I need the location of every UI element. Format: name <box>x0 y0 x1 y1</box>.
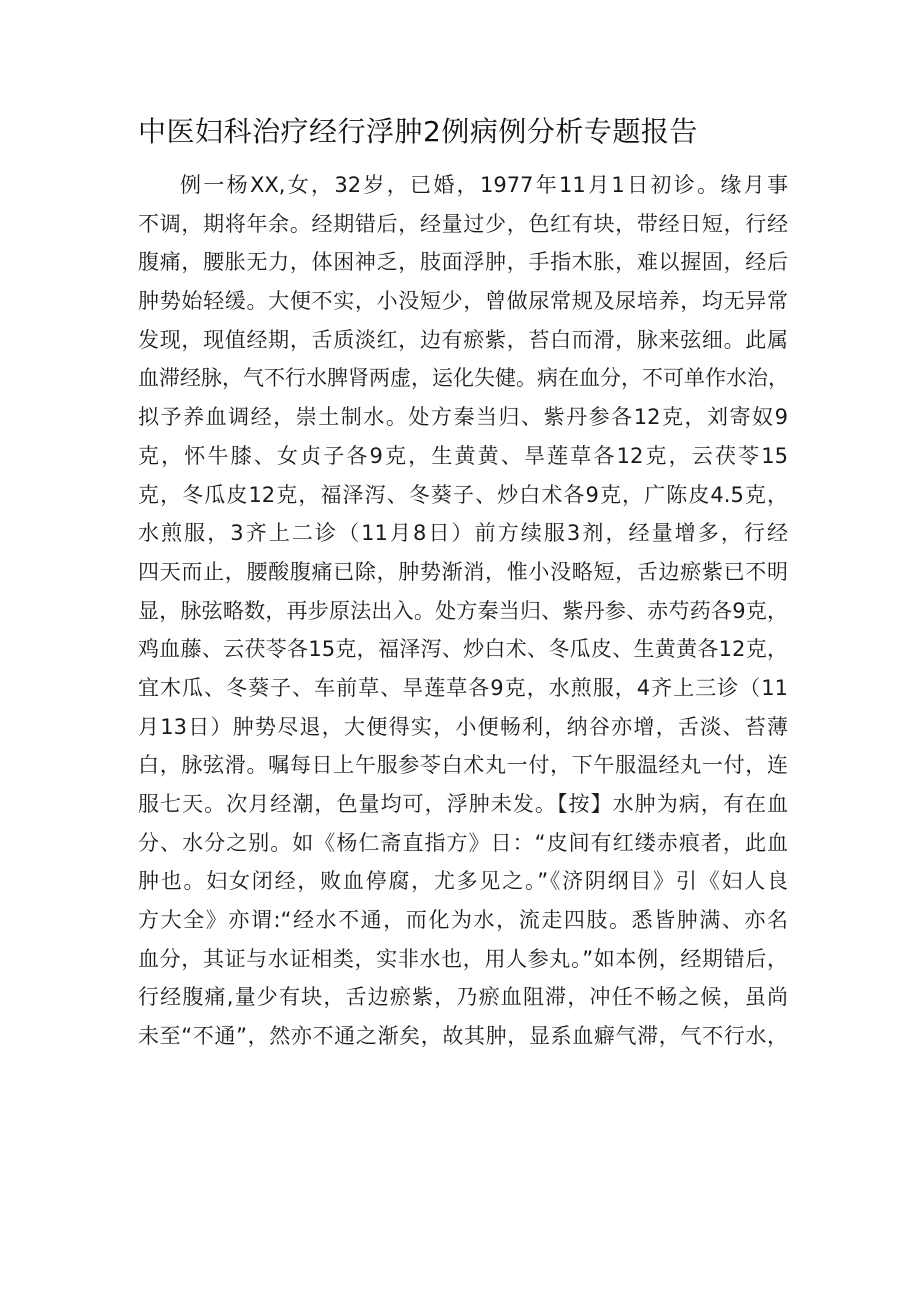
body-line: 鸡血藤、云茯苓各15克，福泽泻、炒白术、冬瓜皮、生黄黄各12克， <box>138 637 788 662</box>
body-line: 不调，期将年余。经期错后，经量过少，色红有块，带经日短，行经 <box>138 211 788 236</box>
body-line: 宜木瓜、冬葵子、车前草、旱莲草各9克，水煎服，4齐上三诊（11 <box>138 675 788 700</box>
body-line: 方大全》亦谓:“经水不通，而化为水，流走四肢。悉皆肿满、亦名 <box>138 908 788 933</box>
body-line: 分、水分之别。如《杨仁斋直指方》日：“皮间有红缕赤痕者，此血 <box>138 830 788 855</box>
body-line: 显，脉弦略数，再步原法出入。处方秦当归、紫丹参、赤芍药各9克， <box>138 598 788 623</box>
document-body <box>138 166 788 1056</box>
body-line: 行经腹痛,量少有块，舌边瘀紫，乃瘀血阻滞，冲任不畅之候，虽尚 <box>138 985 788 1010</box>
body-line: 水煎服，3齐上二诊（11月8日）前方续服3剂，经量增多，行经 <box>138 521 788 546</box>
body-line: 血分，其证与水证相类，实非水也，用人参丸。”如本例，经期错后， <box>138 946 788 971</box>
body-line: 服七天。次月经潮，色量均可，浮肿未发。【按】水肿为病，有在血 <box>138 792 788 816</box>
body-line: 四天而止，腰酸腹痛已除，肿势渐消，惟小没略短，舌边瘀紫已不明 <box>138 559 788 584</box>
body-line: 发现，现值经期，舌质淡红，边有瘀紫，苔白而滑，脉来弦细。此属 <box>138 327 788 352</box>
body-line: 肿也。妇女闭经，败血停腐，尤多见之。”《济阴纲目》引《妇人良 <box>138 869 788 894</box>
body-line: 肿势始轻缓。大便不实，小没短少，曾做尿常规及尿培养，均无异常 <box>138 289 788 314</box>
body-line: 未至“不通”，然亦不通之渐矣，故其肿，显系血癖气滞，气不行水， <box>138 1024 788 1049</box>
body-line: 月13日）肿势尽退，大便得实，小便畅利，纳谷亦增，舌淡、苔薄 <box>138 714 788 739</box>
body-line: 例一杨XX,女，32岁，已婚，1977年11月1日初诊。缘月事 <box>180 173 788 197</box>
body-line: 血滞经脉，气不行水脾肾两虚，运化失健。病在血分，不可单作水治， <box>138 366 789 391</box>
document-title: 中医妇科治疗经行浮肿2例病例分析专题报告 <box>138 115 698 148</box>
body-line: 腹痛，腰胀无力，体困神乏，肢面浮肿，手指木胀，难以握固，经后 <box>138 250 788 275</box>
body-line: 白，脉弦滑。嘱每日上午服参苓白术丸一付，下午服温经丸一付，连 <box>138 753 788 778</box>
body-line: 克，冬瓜皮12克，福泽泻、冬葵子、炒白术各9克，广陈皮4.5克， <box>138 482 788 507</box>
body-line: 克，怀牛膝、女贞子各9克，生黄黄、旱莲草各12克，云茯苓15 <box>138 443 788 468</box>
body-line: 拟予养血调经，崇土制水。处方秦当归、紫丹参各12克，刘寄奴9 <box>138 405 788 430</box>
